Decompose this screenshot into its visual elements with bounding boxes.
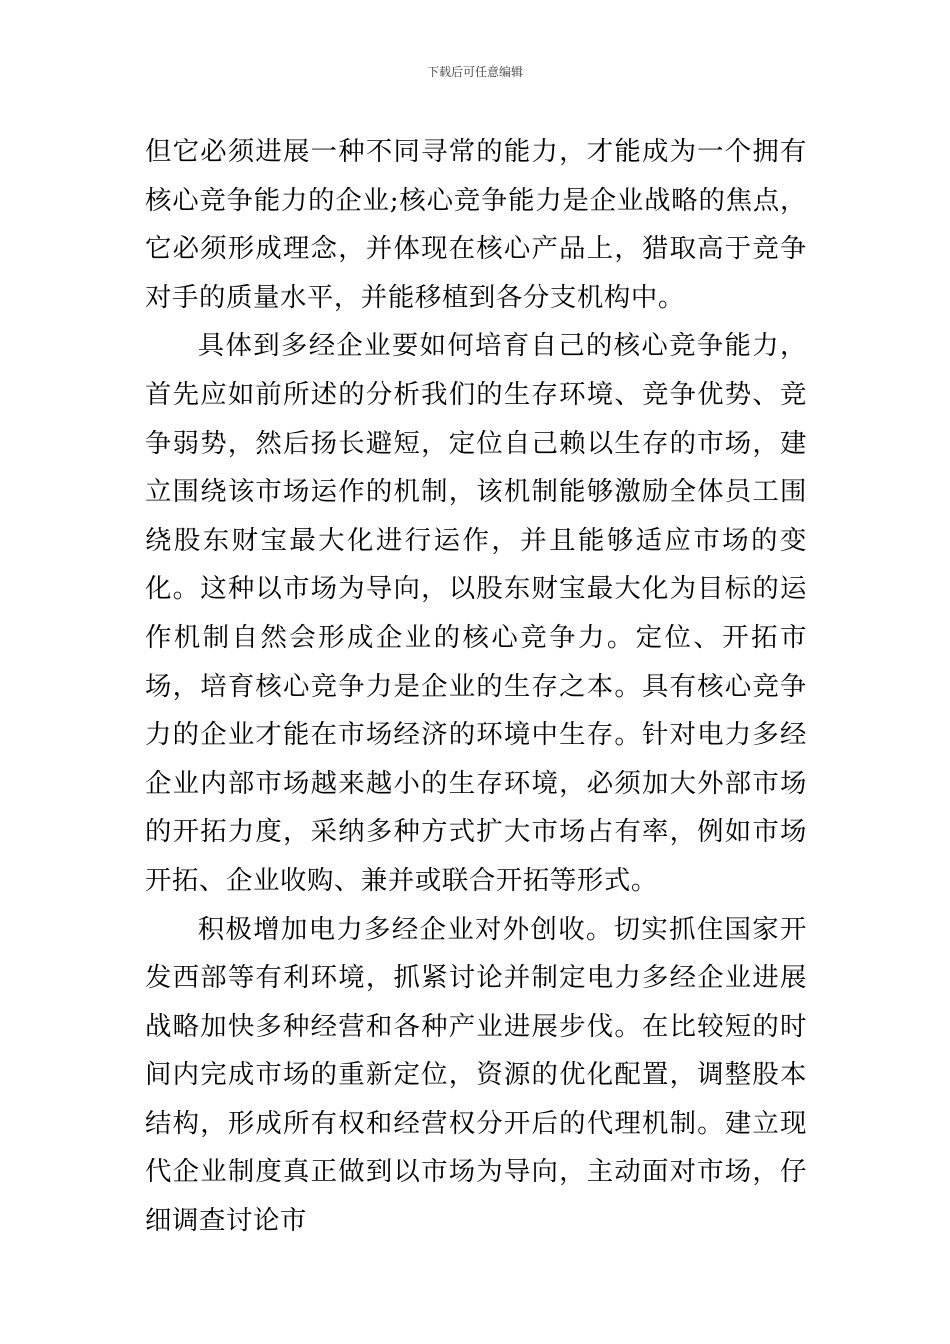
paragraph-1: 但它必须进展一种不同寻常的能力，才能成为一个拥有核心竞争能力的企业;核心竞争能力是企业战略的焦点，它必须形成理念，并体现在核心产品上，猎取高于竞争对手的质量水平，并能移植到各分支机构中。 <box>145 136 807 313</box>
page-header: 下载后可任意编辑 <box>426 65 523 79</box>
paragraph-2: 具体到多经企业要如何培育自己的核心竞争能力，首先应如前所述的分析我们的生存环境、竞争优势、竞争弱势，然后扬长避短，定位自己赖以生存的市场，建立围绕该市场运作的机制，该机制能够激励全体员工围绕股东财宝最大化进行运作，并且能够适应市场的变化。这种以市场为导向，以股东财宝最大化为目标的运作机制自然会形成企业的核心竞争力。定位、开拓市场，培育核心竞争力是企业的生存之本。具有核心竞争力的企业才能在市场经济的环境中生存。针对电力多经企业内部市场越来越小的生存环境，必须加大外部市场的开拓力度，采纳多种方式扩大市场占有率，例如市场开拓、企业收购、兼并或联合开拓等形式。 <box>145 330 807 896</box>
body-text <box>145 128 807 1246</box>
paragraph-3: 积极增加电力多经企业对外创收。切实抓住国家开发西部等有利环境，抓紧讨论并制定电力多经企业进展战略加快多种经营和各种产业进展步伐。在比较短的时间内完成市场的重新定位，资源的优化配置，调整股本结构，形成所有权和经营权分开后的代理机制。建立现代企业制度真正做到以市场为导向，主动面对市场，仔细调查讨论市 <box>145 913 807 1237</box>
